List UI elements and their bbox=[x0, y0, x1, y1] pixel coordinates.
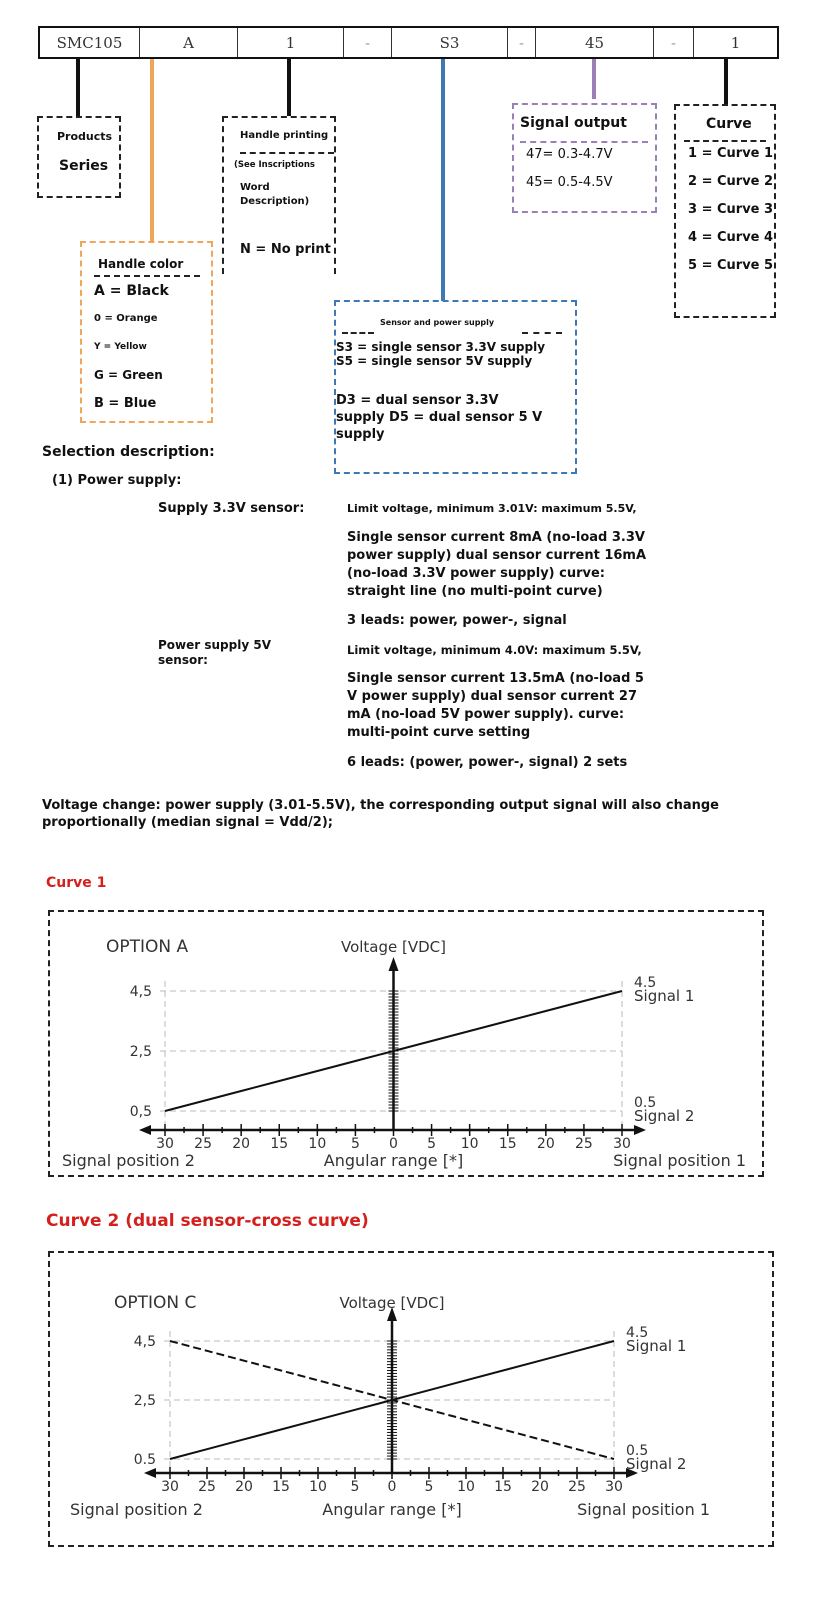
signal-output-divider bbox=[520, 141, 648, 143]
chart-title: OPTION C bbox=[114, 1293, 197, 1313]
curve-select-2: 2 = Curve 2 bbox=[688, 174, 774, 189]
x-tick-label: 20 bbox=[536, 1136, 555, 1152]
x-tick-label: 30 bbox=[605, 1479, 623, 1495]
curve-select-title: Curve bbox=[706, 116, 752, 132]
curve-select-1: 1 = Curve 1 bbox=[688, 146, 774, 161]
left-position-label: Signal position 2 bbox=[62, 1151, 195, 1170]
products-series-box bbox=[37, 116, 121, 198]
signal-output-title: Signal output bbox=[520, 115, 627, 131]
code-cell-handle-printing: 1 bbox=[238, 28, 344, 57]
supply-33-label: Supply 3.3V sensor: bbox=[158, 501, 305, 516]
x-tick-label: 30 bbox=[161, 1479, 179, 1495]
annotation-value: 4.5 bbox=[634, 975, 657, 991]
x-tick-label: 10 bbox=[460, 1136, 479, 1152]
supply-5-limit: Limit voltage, minimum 4.0V: maximum 5.5V, bbox=[347, 643, 642, 657]
selection-sub: (1) Power supply: bbox=[52, 473, 182, 488]
y-axis-label: Voltage [VDC] bbox=[339, 1294, 445, 1312]
x-axis-label: Angular range [*] bbox=[323, 1151, 464, 1170]
connector-handle-color bbox=[150, 59, 154, 241]
code-cell-series: SMC105 bbox=[40, 28, 140, 57]
annotation-label: Signal 1 bbox=[634, 987, 695, 1005]
x-tick-label: 5 bbox=[427, 1136, 437, 1152]
y-tick-label: 2,5 bbox=[133, 1393, 156, 1409]
annotation-value: 0.5 bbox=[634, 1095, 657, 1111]
code-cell-curve: 1 bbox=[730, 33, 741, 52]
handle-printing-box bbox=[222, 116, 336, 274]
x-tick-label: 25 bbox=[198, 1479, 216, 1495]
code-cell-dash-1: - bbox=[344, 28, 392, 57]
x-tick-label: 25 bbox=[568, 1479, 586, 1495]
x-axis-arrow-left bbox=[139, 1125, 151, 1135]
y-axis-arrow bbox=[389, 957, 399, 971]
model-code-strip bbox=[38, 26, 779, 59]
x-tick-label: 0 bbox=[389, 1136, 398, 1152]
code-cell-handle-color: A bbox=[140, 28, 238, 57]
code-cell-dash-2: - bbox=[508, 28, 536, 57]
curve-2-heading: Curve 2 (dual sensor-cross curve) bbox=[46, 1211, 369, 1231]
chart-title: OPTION A bbox=[106, 937, 189, 957]
connector-sensor bbox=[441, 59, 445, 301]
handle-color-title: Handle color bbox=[98, 257, 184, 271]
handle-printing-divider bbox=[240, 152, 334, 154]
x-tick-label: 10 bbox=[308, 1136, 327, 1152]
handle-color-divider bbox=[94, 275, 200, 277]
supply-33-limit: Limit voltage, minimum 3.01V: maximum 5.5V, bbox=[347, 502, 637, 515]
y-tick-label: 4,5 bbox=[129, 984, 152, 1000]
x-tick-label: 20 bbox=[235, 1479, 253, 1495]
curve-2-chart bbox=[48, 1251, 774, 1547]
handle-color-orange: 0 = Orange bbox=[94, 313, 158, 324]
x-tick-label: 25 bbox=[194, 1136, 212, 1152]
code-cell-sensor: S3 bbox=[392, 28, 508, 57]
handle-color-box bbox=[80, 241, 213, 423]
curve-select-box bbox=[674, 104, 776, 318]
connector-curve bbox=[724, 59, 728, 104]
supply-5-leads: 6 leads: (power, power-, signal) 2 sets bbox=[347, 755, 628, 770]
curve-select-5: 5 = Curve 5 bbox=[688, 258, 774, 273]
y-tick-label: 4,5 bbox=[133, 1334, 156, 1350]
annotation-label: Signal 2 bbox=[626, 1455, 687, 1473]
handle-printing-no-print: N = No print bbox=[240, 242, 331, 257]
right-position-label: Signal position 1 bbox=[613, 1151, 746, 1170]
x-tick-label: 0 bbox=[387, 1479, 397, 1495]
x-tick-label: 30 bbox=[156, 1136, 174, 1152]
handle-color-blue: B = Blue bbox=[94, 396, 157, 411]
code-cell-signal: 45 bbox=[536, 28, 654, 57]
sensor-supply-single: S3 = single sensor 3.3V supply S5 = single sensor 5V supply bbox=[336, 340, 546, 368]
supply-5-label: Power supply 5V sensor: bbox=[158, 638, 271, 667]
curve-select-4: 4 = Curve 4 bbox=[688, 230, 774, 245]
x-axis-arrow-left bbox=[144, 1468, 156, 1478]
curve-1-chart bbox=[48, 910, 764, 1177]
x-tick-label: 5 bbox=[424, 1479, 434, 1495]
left-position-label: Signal position 2 bbox=[70, 1500, 203, 1519]
signal-output-45: 45= 0.5-4.5V bbox=[526, 175, 613, 190]
supply-5-current: Single sensor current 13.5mA (no-load 5 V power supply) dual sensor current 27 mA (no-load 5V power supply). curve: multi-point curve setting bbox=[347, 671, 644, 740]
x-axis-arrow-right bbox=[634, 1125, 646, 1135]
x-axis-label: Angular range [*] bbox=[322, 1500, 462, 1519]
handle-printing-title: Handle printing bbox=[240, 130, 329, 141]
x-tick-label: 15 bbox=[494, 1479, 512, 1495]
handle-color-yellow: Y = Yellow bbox=[94, 342, 147, 352]
x-tick-label: 20 bbox=[232, 1136, 251, 1152]
x-tick-label: 10 bbox=[309, 1479, 327, 1495]
x-tick-label: 30 bbox=[613, 1136, 631, 1152]
handle-printing-desc: Description) bbox=[240, 196, 310, 207]
x-tick-label: 15 bbox=[272, 1479, 290, 1495]
sensor-supply-title: Sensor and power supply bbox=[380, 318, 495, 327]
handle-printing-word: Word bbox=[240, 182, 270, 193]
x-tick-label: 25 bbox=[575, 1136, 593, 1152]
y-tick-label: 2,5 bbox=[129, 1044, 152, 1060]
annotation-value: 0.5 bbox=[626, 1443, 649, 1459]
x-tick-label: 10 bbox=[457, 1479, 475, 1495]
annotation-label: Signal 1 bbox=[626, 1337, 687, 1355]
voltage-change-note: Voltage change: power supply (3.01-5.5V), the corresponding output signal will also change proportionally (median signal = Vdd/2); bbox=[42, 798, 719, 830]
x-tick-label: 5 bbox=[350, 1136, 360, 1152]
x-tick-label: 15 bbox=[270, 1136, 289, 1152]
connector-series bbox=[76, 59, 80, 116]
curve-select-3: 3 = Curve 3 bbox=[688, 202, 774, 217]
signal-output-47: 47= 0.3-4.7V bbox=[526, 147, 613, 162]
curve-1-heading: Curve 1 bbox=[46, 875, 107, 891]
y-tick-label: 0.5 bbox=[133, 1452, 156, 1468]
connector-signal bbox=[592, 59, 596, 99]
signal-output-box bbox=[512, 103, 657, 213]
x-tick-label: 5 bbox=[350, 1479, 360, 1495]
y-axis-label: Voltage [VDC] bbox=[340, 938, 447, 956]
x-tick-label: 20 bbox=[531, 1479, 549, 1495]
supply-33-current: Single sensor current 8mA (no-load 3.3V power supply) dual sensor current 16mA (no-load 3.3V power supply) curve: straight line (no multi-point curve) bbox=[347, 530, 647, 599]
products-label: Products bbox=[57, 130, 113, 143]
code-cell-dash-3: - bbox=[654, 28, 694, 57]
right-position-label: Signal position 1 bbox=[577, 1500, 710, 1519]
annotation-label: Signal 2 bbox=[634, 1107, 695, 1125]
supply-33-leads: 3 leads: power, power-, signal bbox=[347, 613, 567, 628]
handle-color-green: G = Green bbox=[94, 368, 163, 382]
sensor-supply-divider-right bbox=[522, 332, 562, 334]
handle-printing-note: (See Inscriptions bbox=[234, 160, 315, 170]
curve-select-divider bbox=[684, 140, 766, 142]
connector-handle-printing bbox=[287, 59, 291, 116]
y-tick-label: 0,5 bbox=[129, 1104, 152, 1120]
handle-color-black: A = Black bbox=[94, 283, 169, 299]
series-label: Series bbox=[59, 158, 109, 174]
annotation-value: 4.5 bbox=[626, 1325, 649, 1341]
sensor-supply-dual: D3 = dual sensor 3.3V supply D5 = dual sensor 5 V supply bbox=[336, 393, 543, 442]
sensor-supply-box bbox=[334, 300, 577, 474]
sensor-supply-divider-left bbox=[342, 332, 374, 334]
selection-heading: Selection description: bbox=[42, 444, 215, 460]
x-tick-label: 15 bbox=[498, 1136, 517, 1152]
